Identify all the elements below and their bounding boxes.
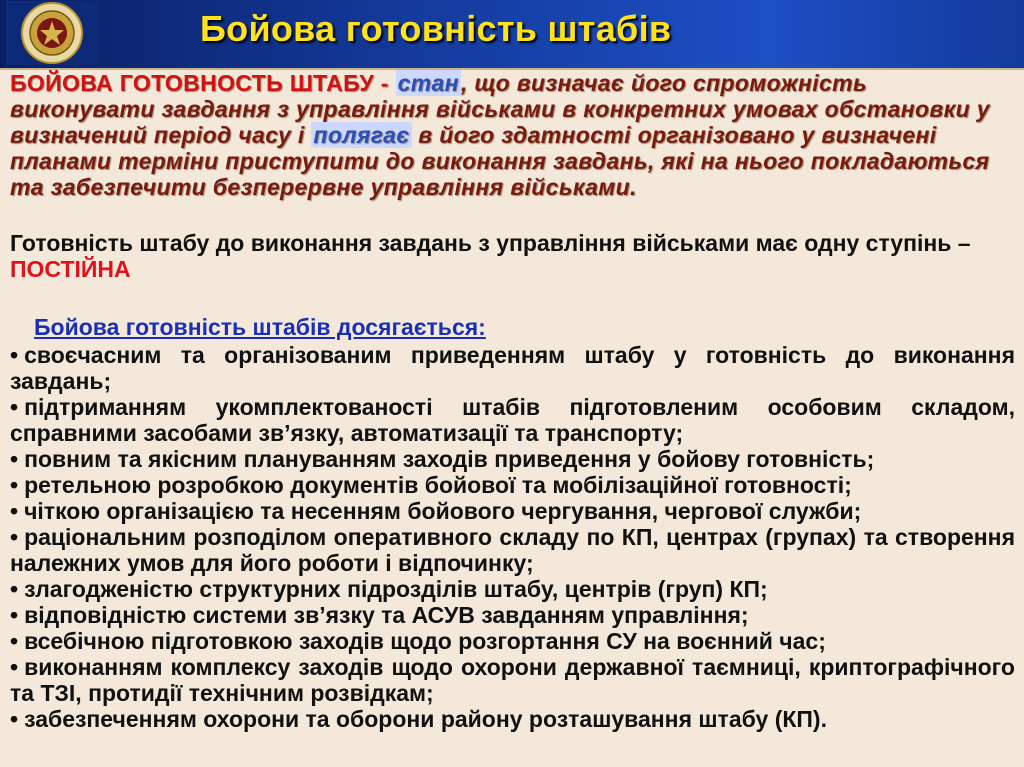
bullet-marker: • xyxy=(10,394,19,420)
bullet-marker: • xyxy=(10,342,19,368)
definition-part1: , що визначає його спроможність виконувати завдання з управління військами в конкретних умовах обстановки у визначений період часу і xyxy=(10,70,990,148)
list-item xyxy=(10,446,1015,472)
bullet-marker: • xyxy=(10,524,19,550)
list-item xyxy=(10,576,1015,602)
list-item xyxy=(10,628,1015,654)
bullet-marker: • xyxy=(10,472,19,498)
list-item xyxy=(10,498,1015,524)
list-item-text: відповідністю системи зв’язку та АСУВ завданням управління; xyxy=(24,602,749,628)
list-item-text: всебічною підготовкою заходів щодо розгортання СУ на воєнний час; xyxy=(24,628,826,654)
list-item xyxy=(10,524,1015,576)
bullet-marker: • xyxy=(10,654,19,680)
list-item xyxy=(10,654,1015,706)
definition-part2: в його здатності організовано у визначені планами терміни приступити до виконання завдань, які на нього покладаються та забезпечити безперервне управління військами. xyxy=(10,122,990,200)
readiness-text: Готовність штабу до виконання завдань з управління військами має одну ступінь – xyxy=(10,230,971,256)
list-item xyxy=(10,394,1015,446)
definition-term-stan: стан xyxy=(397,70,459,96)
list-item-text: підтриманням укомплектованості штабів підготовленим особовим складом, справними засобами зв’язку, автоматизації та транспорту; xyxy=(10,394,1015,446)
page-title: Бойова готовність штабів xyxy=(200,8,672,49)
bullet-marker: • xyxy=(10,446,19,472)
bullet-marker: • xyxy=(10,628,19,654)
list-item-text: злагодженістю структурних підрозділів штабу, центрів (груп) КП; xyxy=(24,576,768,602)
bullet-marker: • xyxy=(10,576,19,602)
list-item-text: своєчасним та організованим приведенням штабу у готовність до виконання завдань; xyxy=(10,342,1015,394)
list-item xyxy=(10,706,1015,732)
readiness-statement xyxy=(10,230,1015,282)
list-item xyxy=(10,342,1015,394)
list-item xyxy=(10,472,1015,498)
list-item-text: повним та якісним плануванням заходів приведення у бойову готовність; xyxy=(24,446,875,472)
definition-term-polyahaie: полягає xyxy=(313,122,410,148)
bullet-marker: • xyxy=(10,602,19,628)
definition-paragraph xyxy=(10,70,1015,200)
title-bar xyxy=(0,0,1024,70)
definition-lead: БОЙОВА ГОТОВНОСТЬ ШТАБУ - xyxy=(10,70,389,96)
list-item-text: раціональним розподілом оперативного складу по КП, центрах (групах) та створення належних умов для його роботи і відпочинку; xyxy=(10,524,1015,576)
readiness-level: ПОСТІЙНА xyxy=(10,256,131,282)
list-item-text: чіткою організацією та несенням бойового чергування, чергової служби; xyxy=(24,498,862,524)
bullet-marker: • xyxy=(10,706,19,732)
list-item xyxy=(10,602,1015,628)
bullet-marker: • xyxy=(10,498,19,524)
bullets-heading: Бойова готовність штабів досягається: xyxy=(34,314,486,340)
list-item-text: ретельною розробкою документів бойової та мобілізаційної готовності; xyxy=(24,472,852,498)
list-item-text: забезпеченням охорони та оборони району розташування штабу (КП). xyxy=(24,706,827,732)
achievement-list xyxy=(10,342,1015,732)
military-emblem-icon xyxy=(6,1,98,65)
slide-body xyxy=(10,70,1015,732)
list-item-text: виконанням комплексу заходів щодо охорони державної таємниці, криптографічного та ТЗІ, протидії технічним розвідкам; xyxy=(10,654,1015,706)
